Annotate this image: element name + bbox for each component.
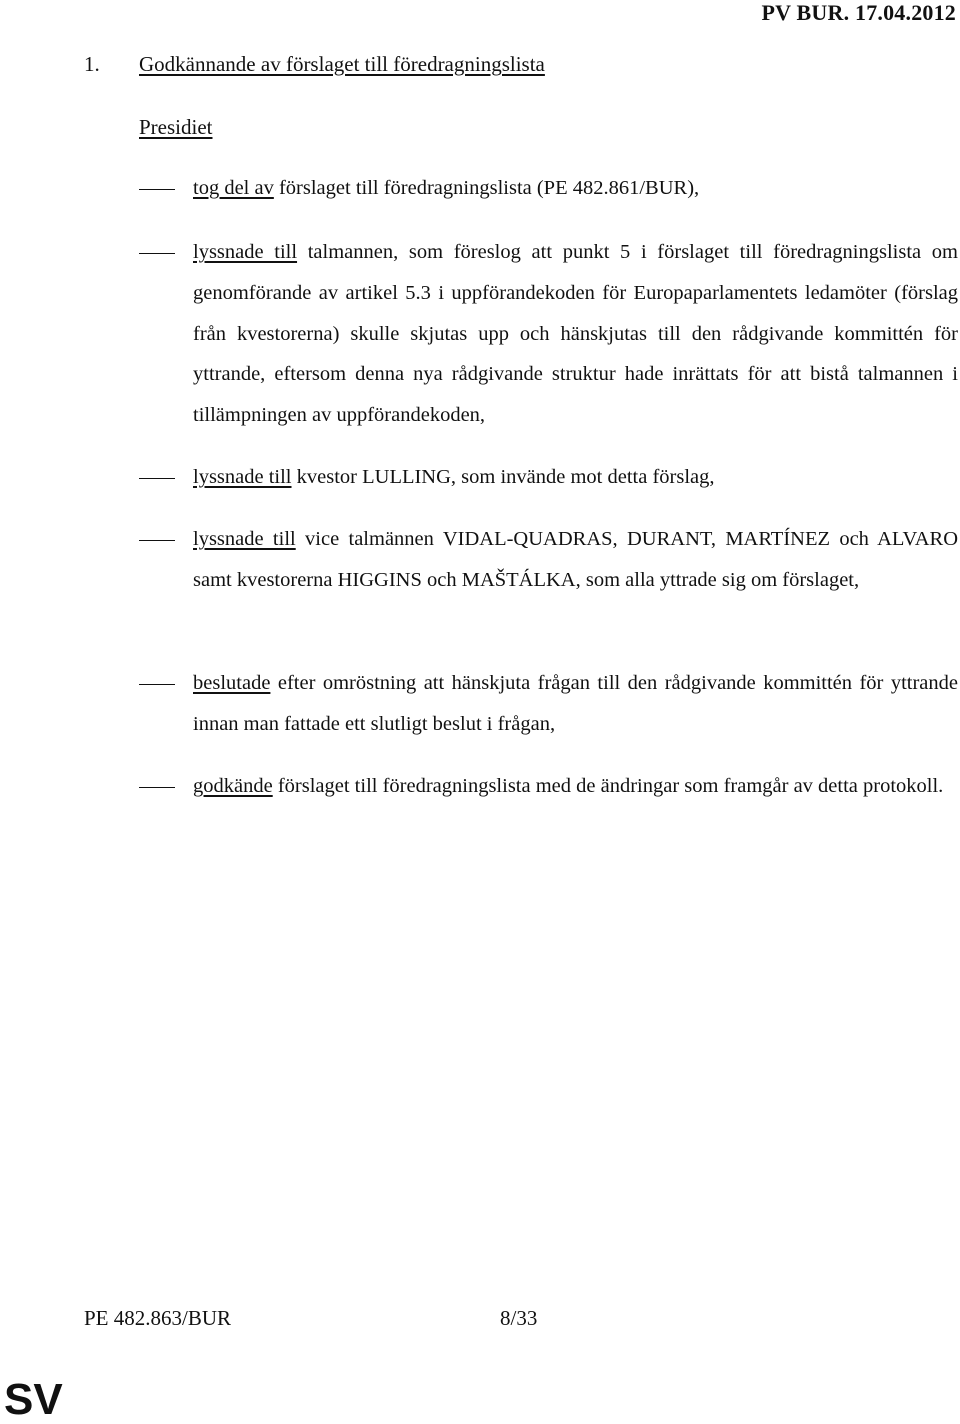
dash-bullet <box>139 478 175 479</box>
list-item-text <box>193 663 958 745</box>
dash-bullet <box>139 787 175 788</box>
dash-bullet <box>139 540 175 541</box>
page-number: 8/33 <box>500 1306 538 1330</box>
list-item-text <box>193 232 958 436</box>
dash-bullet <box>139 253 175 254</box>
list-item-verb: lyssnade till <box>193 241 298 263</box>
list-item-verb: lyssnade till <box>193 528 296 550</box>
dash-bullet <box>139 189 175 190</box>
list-item-body: förslaget till föredragningslista med de ändringar som framgår av detta protokoll. <box>272 775 944 797</box>
list-item-verb: godkände <box>193 775 273 797</box>
list-item-verb: lyssnade till <box>193 466 292 488</box>
list-item-body: kvestor LULLING, som invände mot detta förslag, <box>291 466 715 488</box>
list-item-body: förslaget till föredragningslista (PE 482.861/BUR), <box>273 177 700 199</box>
list-item-verb: tog del av <box>193 177 274 199</box>
body-heading: Presidiet <box>139 115 213 139</box>
dash-bullet <box>139 684 175 685</box>
item-title: Godkännande av förslaget till föredragningslista <box>139 52 545 76</box>
list-item-text <box>193 766 958 807</box>
footer-document-reference: PE 482.863/BUR <box>84 1306 232 1330</box>
list-item-body: vice talmännen VIDAL-QUADRAS, DURANT, MARTÍNEZ och ALVARO samt kvestorerna HIGGINS och MAŠTÁLKA, som alla yttrade sig om förslaget, <box>193 528 959 591</box>
list-item-text <box>193 519 958 601</box>
item-number: 1. <box>84 52 100 76</box>
list-item-body: talmannen, som föreslog att punkt 5 i förslaget till föredragningslista om genomförande av artikel 5.3 i uppförandekoden för Europaparlamentets ledamöter (förslag från kvestorerna) skulle skjutas upp och hänskjutas till den rådgivande kommittén för yttrande, eftersom denna nya rådgivande struktur hade inrättats för att bistå talmannen i tillämpningen av uppförandekoden, <box>193 241 958 427</box>
document-reference: PV BUR. 17.04.2012 <box>761 0 956 25</box>
list-item-text <box>193 457 958 498</box>
language-code: SV <box>4 1375 63 1424</box>
list-item-body: efter omröstning att hänskjuta frågan till den rådgivande kommittén för yttrande innan man fattade ett slutligt beslut i frågan, <box>193 672 958 735</box>
list-item-verb: beslutade <box>193 672 271 694</box>
list-item-text <box>193 168 958 209</box>
